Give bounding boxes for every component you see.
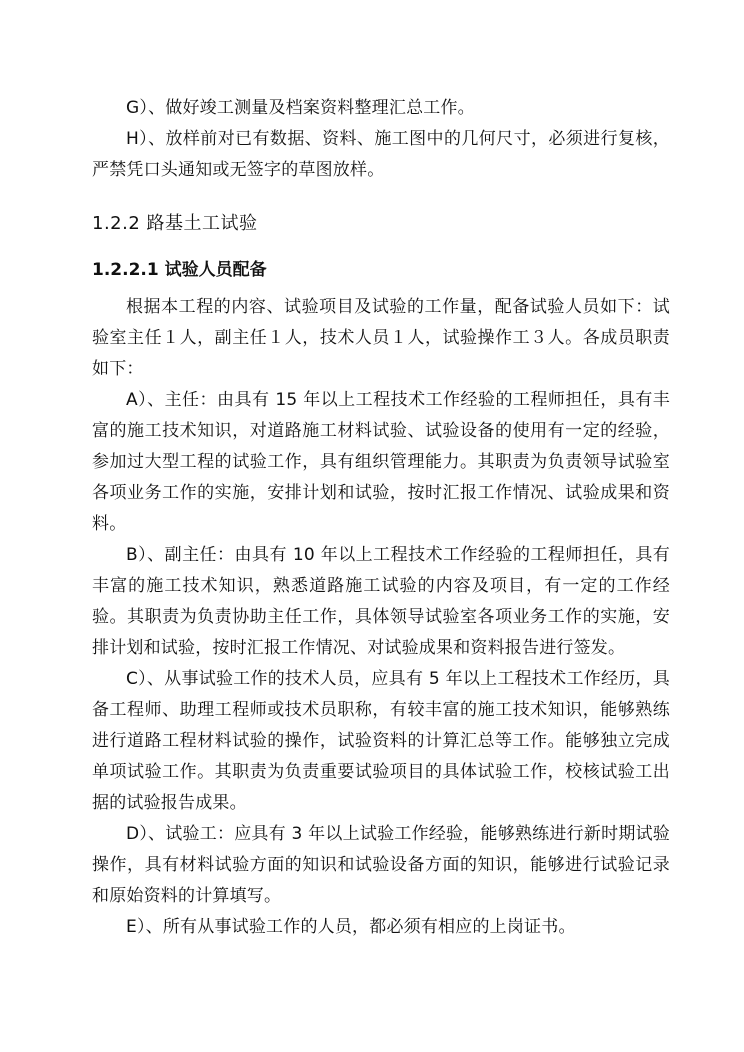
paragraph-c: C）、从事试验工作的技术人员，应具有 5 年以上工程技术工作经历，具备工程师、助理工程师或技术员职称，有较丰富的施工技术知识，能够熟练进行道路工程材料试验的操作，试验资料的计算汇总等工作。能够独立完成单项试验工作。其职责为负责重要试验项目的具体试验工作，校核试验工出据的试验报告成果。 xyxy=(92,669,670,813)
subsection-heading: 1.2.2.1 试验人员配备 xyxy=(92,260,267,280)
paragraph-g: G）、做好竣工测量及档案资料整理汇总工作。 xyxy=(126,98,475,118)
paragraph-intro: 根据本工程的内容、试验项目及试验的工作量，配备试验人员如下：试验室主任１人，副主任１人，技术人员１人，试验操作工３人。各成员职责如下： xyxy=(92,297,670,379)
paragraph-a: A）、主任：由具有 15 年以上工程技术工作经验的工程师担任，具有丰富的施工技术知识，对道路施工材料试验、试验设备的使用有一定的经验，参加过大型工程的试验工作，具有组织管理能力。其职责为负责领导试验室各项业务工作的实施，安排计划和试验，按时汇报工作情况、试验成果和资料。 xyxy=(92,390,670,534)
paragraph-b: B）、副主任：由具有 10 年以上工程技术工作经验的工程师担任，具有丰富的施工技术知识，熟悉道路施工试验的内容及项目，有一定的工作经验。其职责为负责协助主任工作，具体领导试验室各项业务工作的实施，安排计划和试验，按时汇报工作情况、对试验成果和资料报告进行签发。 xyxy=(92,545,670,658)
section-heading: 1.2.2 路基土工试验 xyxy=(92,213,258,234)
spacer xyxy=(92,186,670,192)
paragraph-h: H）、放样前对已有数据、资料、施工图中的几何尺寸，必须进行复核，严禁凭口头通知或无签字的草图放样。 xyxy=(92,129,670,180)
document-content xyxy=(92,93,670,943)
paragraph-d: D）、试验工：应具有 3 年以上试验工作经验，能够熟练进行新时期试验操作，具有材料试验方面的知识和试验设备方面的知识，能够进行试验记录和原始资料的计算填写。 xyxy=(92,824,670,906)
paragraph-e: E）、所有从事试验工作的人员，都必须有相应的上岗证书。 xyxy=(126,917,576,937)
